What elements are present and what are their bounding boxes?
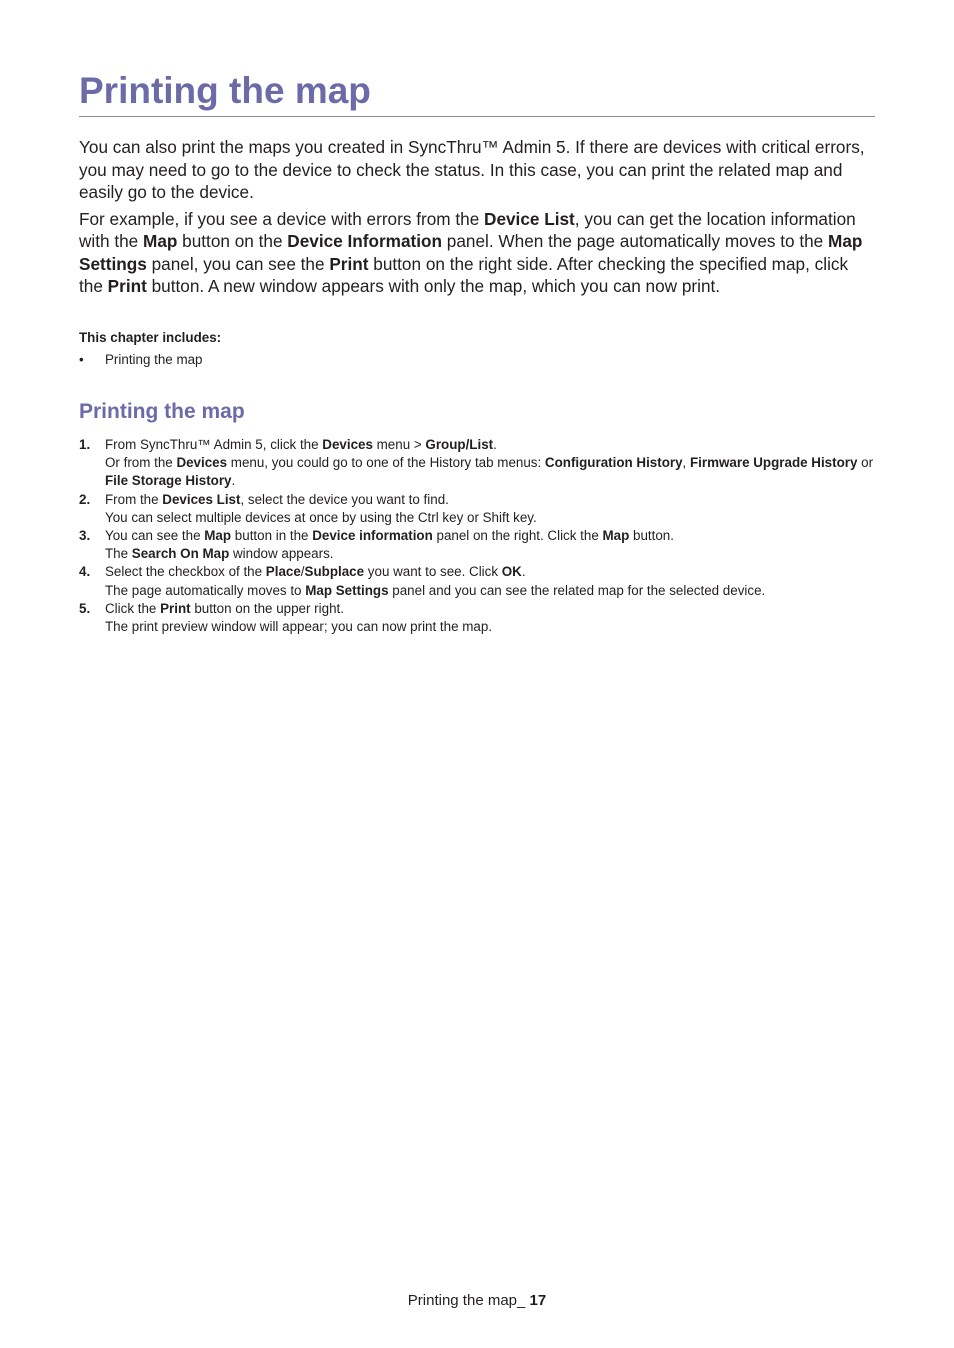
emphasis-text: Devices	[322, 437, 373, 452]
text-run: , select the device you want to find.	[240, 491, 449, 507]
section-title: Printing the map	[79, 400, 245, 423]
steps-list	[79, 436, 879, 636]
text-run: Or from the	[105, 455, 177, 471]
title-divider	[79, 116, 875, 117]
text-run: The	[105, 546, 132, 562]
list-item-label: Printing the map	[105, 352, 203, 367]
text-run: /	[300, 564, 305, 580]
step-item	[79, 527, 879, 563]
text-run: panel. When the page automatically moves to the	[442, 231, 829, 251]
step-line	[105, 509, 879, 527]
emphasis-text: Device List	[484, 208, 575, 229]
emphasis-text: Devices List	[162, 491, 241, 507]
step-item	[79, 491, 879, 527]
text-run: .	[493, 437, 497, 452]
chapter-includes-heading: This chapter includes:	[79, 330, 222, 345]
page-number: 17	[529, 1292, 547, 1309]
step-item	[79, 563, 879, 599]
text-run: .	[521, 564, 526, 580]
emphasis-text: Subplace	[304, 564, 365, 580]
emphasis-text: Device Information	[287, 231, 443, 251]
emphasis-text: Devices	[176, 455, 228, 471]
step-number: 3.	[79, 528, 91, 544]
text-run: .	[231, 473, 236, 489]
step-line	[105, 491, 879, 509]
text-run: From SyncThru™ Admin 5, click the	[105, 437, 323, 452]
emphasis-text: Map Settings	[79, 231, 863, 274]
step-item	[79, 436, 879, 491]
text-run: or	[857, 455, 874, 471]
bullet-icon: •	[79, 352, 84, 367]
chapter-includes-list	[79, 351, 875, 369]
text-run: Select the checkbox of the	[105, 564, 266, 580]
step-line	[105, 582, 879, 600]
page-footer	[0, 1291, 954, 1311]
intro-text	[79, 136, 875, 302]
step-line	[105, 454, 879, 490]
emphasis-text: Map	[602, 528, 630, 544]
step-line	[105, 618, 879, 636]
text-run: button on the upper right.	[190, 600, 344, 616]
text-run: The print preview window will appear; you can now print the map.	[105, 619, 493, 635]
text-run: panel, you can see the	[146, 253, 330, 274]
text-run: From the	[105, 491, 163, 507]
text-run: The page automatically moves to	[105, 582, 306, 598]
step-number: 4.	[79, 564, 91, 580]
list-item	[79, 351, 875, 369]
text-run: button. A new window appears with only the map, which you can now print.	[146, 276, 721, 296]
emphasis-text: Map	[204, 528, 232, 544]
step-line	[105, 545, 879, 563]
text-run: panel and you can see the related map for the selected device.	[388, 582, 766, 598]
step-line	[105, 600, 879, 618]
text-run: , you can get the location information with the	[79, 208, 856, 251]
emphasis-text: Print	[329, 253, 369, 274]
text-run: panel on the right. Click the	[432, 528, 603, 544]
footer-label: Printing the map_	[407, 1292, 526, 1309]
text-run: Click the	[105, 600, 161, 616]
emphasis-text: Map Settings	[305, 582, 389, 598]
intro-paragraph	[79, 136, 875, 204]
step-line	[105, 563, 879, 581]
page-title: Printing the map	[79, 70, 371, 111]
step-line	[105, 436, 879, 454]
emphasis-text: Firmware Upgrade History	[690, 455, 858, 471]
step-line	[105, 527, 879, 545]
text-run: ,	[682, 455, 690, 471]
emphasis-text: Place	[265, 564, 301, 580]
emphasis-text: Search On Map	[131, 546, 230, 562]
step-item	[79, 600, 879, 636]
text-run: button in the	[231, 528, 313, 544]
step-number: 2.	[79, 491, 91, 507]
text-run: You can also print the maps you created in SyncThru™ Admin 5. If there are devices with critical errors, you may need to go to the device to check the status. In this case, you can print the related map and easily go to the device.	[79, 137, 865, 202]
emphasis-text: File Storage History	[105, 473, 232, 489]
step-number: 1.	[79, 437, 91, 452]
text-run: You can see the	[105, 528, 205, 544]
text-run: window appears.	[229, 546, 334, 562]
text-run: You can select multiple devices at once by using the Ctrl key or Shift key.	[105, 509, 537, 525]
emphasis-text: Print	[160, 600, 191, 616]
emphasis-text: Device information	[312, 528, 433, 544]
emphasis-text: Print	[107, 276, 147, 296]
emphasis-text: Group/List	[425, 437, 494, 452]
text-run: button on the right side. After checking the specified map, click the	[79, 253, 849, 296]
step-number: 5.	[79, 600, 91, 616]
emphasis-text: OK	[501, 564, 522, 580]
text-run: button on the	[177, 231, 288, 251]
text-run: you want to see. Click	[364, 564, 502, 580]
text-run: button.	[629, 528, 674, 544]
text-run: For example, if you see a device with errors from the	[79, 208, 485, 229]
chapter-includes	[79, 329, 875, 369]
intro-paragraph	[79, 208, 875, 298]
emphasis-text: Map	[143, 231, 178, 251]
text-run: menu, you could go to one of the History tab menus:	[227, 455, 545, 471]
text-run: menu >	[372, 437, 426, 452]
emphasis-text: Configuration History	[544, 455, 683, 471]
